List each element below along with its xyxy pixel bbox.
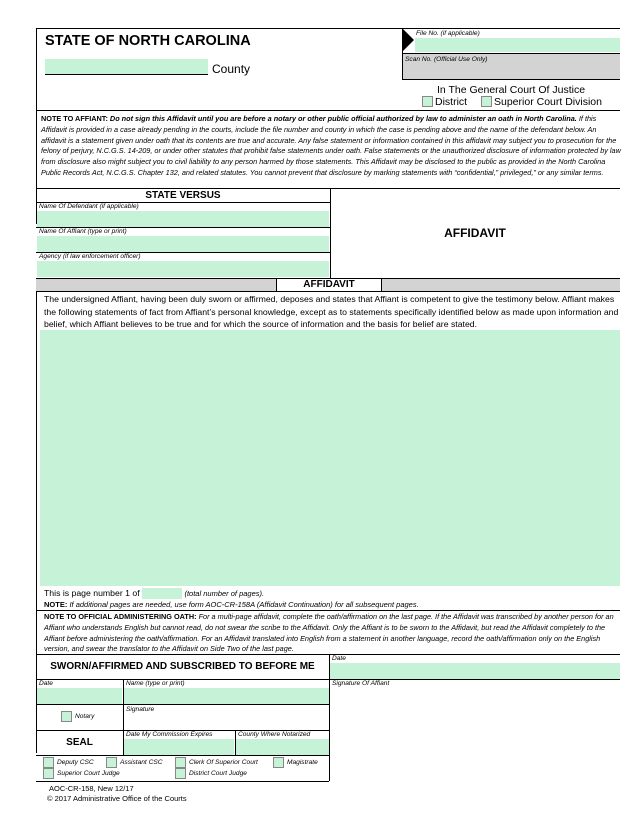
clerk-checkbox[interactable] bbox=[175, 757, 186, 768]
commission-label: Date My Commission Expires bbox=[126, 731, 213, 738]
page-suffix: (total number of pages). bbox=[184, 589, 265, 598]
continuation-note-head: NOTE: bbox=[44, 600, 68, 609]
superior-label: Superior Court Division bbox=[494, 96, 602, 108]
state-versus: STATE VERSUS bbox=[145, 190, 221, 201]
district-judge-label: District Court Judge bbox=[189, 770, 247, 777]
affidavit-statement-area[interactable] bbox=[40, 330, 620, 586]
clerk-label: Clerk Of Superior Court bbox=[189, 759, 258, 766]
defendant-label: Name Of Defendant (if applicable) bbox=[39, 203, 139, 210]
notary-name-label: Name (type or print) bbox=[126, 680, 185, 687]
notary-date-label: Date bbox=[39, 680, 53, 687]
note-to-affiant bbox=[41, 114, 621, 179]
commission-input[interactable] bbox=[124, 739, 234, 755]
note-affiant-text: If this Affidavit is provided in a case already pending in the courts, include the file number and county in which the case is pending above and the name of the defendant below. An affidavit is a statement given under oath that its contents are true and accurate. Any false statement or information contained in this affidavit may subject you to prosecution for the felony of perjury, N.C.G.S. 14-209, or under other statutes that prohibit false statements under oath. False statements or the unauthorized disclosure of information protected by law from disclosure also might subject you to civil liability to any person harmed by those statements. This Affidavit may be disclosed to the public as provided in the North Carolina Public Records Act, N.C.G.S. Chapter 132, and related statutes. You cannot prevent that disclosure by marking statements with “confidential,” privileged,” or any similar terms. bbox=[41, 114, 621, 177]
agency-input[interactable] bbox=[37, 261, 329, 277]
court-label: In The General Court Of Justice bbox=[437, 84, 586, 96]
county-label: County bbox=[212, 62, 251, 76]
form-number: AOC-CR-158, New 12/17 bbox=[49, 784, 134, 793]
assistant-label: Assistant CSC bbox=[120, 759, 163, 766]
note-to-official bbox=[44, 612, 620, 655]
superior-checkbox[interactable] bbox=[481, 96, 492, 107]
affidavit-intro: The undersigned Affiant, having been duly sworn or affirmed, deposes and states that Affiant is competent to give the testimony below. Affiant makes the following statements of fact from Affiant’s personal knowledge, except as to statements specifically identified below as made upon information and belief, which Affiant believes to be true and for which the source of information and the basis for belief are stated. bbox=[44, 294, 619, 329]
notary-date-input[interactable] bbox=[37, 688, 122, 704]
file-no-input[interactable] bbox=[415, 38, 620, 52]
signature-label: Signature bbox=[126, 706, 155, 713]
sig-affiant-label: Signature Of Affiant bbox=[332, 680, 390, 687]
notary-name-input[interactable] bbox=[124, 688, 329, 704]
affidavit-heading: AFFIDAVIT bbox=[303, 279, 355, 290]
deputy-label: Deputy CSC bbox=[57, 759, 94, 766]
file-no-label: File No. (if applicable) bbox=[416, 30, 480, 37]
page-number-line bbox=[44, 588, 264, 599]
county-input[interactable] bbox=[45, 59, 208, 75]
district-judge-checkbox[interactable] bbox=[175, 768, 186, 779]
doc-title: AFFIDAVIT bbox=[444, 226, 506, 240]
deputy-checkbox[interactable] bbox=[43, 757, 54, 768]
note-affiant-head: NOTE TO AFFIANT: bbox=[41, 114, 108, 123]
magistrate-checkbox[interactable] bbox=[273, 757, 284, 768]
agency-label: Agency (if law enforcement officer) bbox=[39, 253, 141, 260]
county-notarized-input[interactable] bbox=[236, 739, 329, 755]
affiant-name-input[interactable] bbox=[37, 236, 329, 252]
notary-label: Notary bbox=[75, 713, 95, 720]
continuation-note bbox=[44, 600, 419, 609]
seal-label: SEAL bbox=[66, 737, 93, 748]
affiant-name-label: Name Of Affiant (type or print) bbox=[39, 228, 127, 235]
scan-no-label: Scan No. (Official Use Only) bbox=[405, 56, 488, 63]
county-notarized-label: County Where Notarized bbox=[238, 731, 311, 738]
notary-checkbox[interactable] bbox=[61, 711, 72, 722]
magistrate-label: Magistrate bbox=[287, 759, 318, 766]
copyright: © 2017 Administrative Office of the Courts bbox=[47, 794, 187, 803]
state-title: STATE OF NORTH CAROLINA bbox=[45, 33, 251, 49]
note-oath-text: For a multi-page affidavit, complete the oath/affirmation on the last page. If the Affidavit was transcribed by another person for an Affiant who understands English but cannot read, do not swear the scribe to the Affidavit. Only the Affiant is to be sworn to the Affidavit, but read the Affidavit completely to the Affiant before administering the oath/affirmation. For an Affidavit translated into English from a statement in another language, record the oath/affirmation only on the English version, and swear the translator to the Affidavit on Side Two of the last page. bbox=[44, 612, 614, 654]
defendant-input[interactable] bbox=[37, 211, 329, 227]
superior-judge-checkbox[interactable] bbox=[43, 768, 54, 779]
total-pages-input[interactable] bbox=[142, 588, 182, 599]
affidavit-heading-box bbox=[276, 278, 382, 292]
file-flag-icon bbox=[402, 28, 414, 52]
sworn-heading: SWORN/AFFIRMED AND SUBSCRIBED TO BEFORE ME bbox=[50, 661, 315, 672]
note-oath-head: NOTE TO OFFICIAL ADMINISTERING OATH: bbox=[44, 612, 197, 621]
superior-judge-label: Superior Court Judge bbox=[57, 770, 120, 777]
affiant-date-input[interactable] bbox=[330, 663, 620, 679]
district-checkbox[interactable] bbox=[422, 96, 433, 107]
page-prefix: This is page number 1 of bbox=[44, 588, 140, 598]
note-affiant-bold: Do not sign this Affidavit until you are before a notary or other public official authorized by law to administer an oath in North Carolina. bbox=[107, 114, 577, 123]
continuation-note-text: If additional pages are needed, use form AOC-CR-158A (Affidavit Continuation) for all subsequent pages. bbox=[69, 600, 419, 609]
district-label: District bbox=[435, 96, 468, 108]
affiant-date-label: Date bbox=[332, 655, 346, 662]
assistant-checkbox[interactable] bbox=[106, 757, 117, 768]
